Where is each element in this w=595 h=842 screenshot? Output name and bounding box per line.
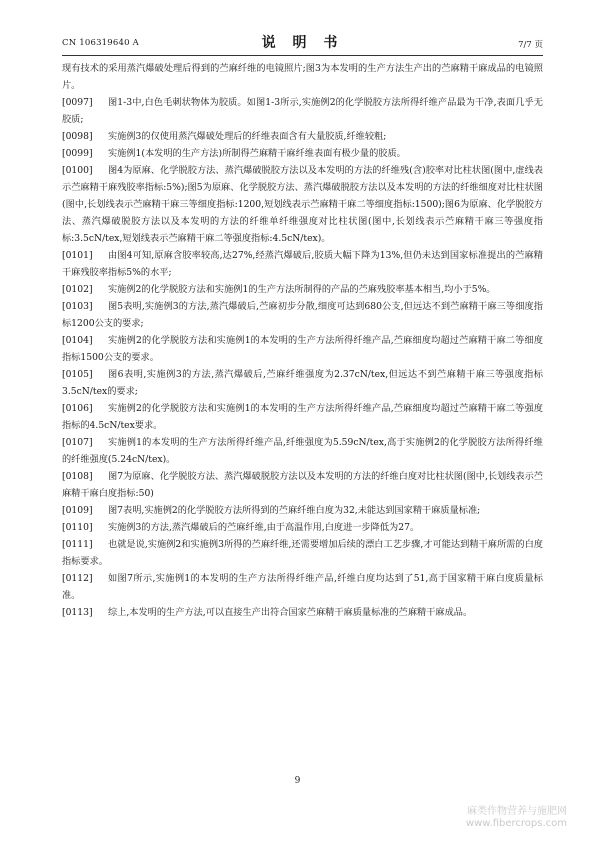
paragraph-0101 xyxy=(62,247,543,281)
document-title: 说 明 书 xyxy=(261,35,344,51)
paragraph-number: [0105] xyxy=(62,369,93,380)
paragraph-text: 实施例1的本发明的生产方法所得纤维产品,纤维强度为5.59cN/tex,高于实施例2的化学脱胶方法所得纤维的纤维强度(5.24cN/tex)。 xyxy=(62,437,543,465)
watermark xyxy=(466,806,567,830)
header-rule xyxy=(62,55,543,56)
paragraph-number: [0106] xyxy=(62,403,93,414)
paragraph-number: [0104] xyxy=(62,335,93,346)
paragraph-text: 图6表明,实施例3的方法,蒸汽爆破后,苎麻纤维强度为2.37cN/tex,但远达不到苎麻精干麻三等强度指标3.5cN/tex的要求; xyxy=(62,369,543,397)
paragraph-0110 xyxy=(62,519,543,536)
paragraph-text: 图4为原麻、化学脱胶方法、蒸汽爆破脱胶方法以及本发明的方法的纤维残(含)胶率对比柱状图(图中,虚线表示苎麻精干麻残胶率指标:5%);图5为原麻、化学脱胶方法、蒸汽爆破脱胶方法以及本发明的方法的纤维细度对比柱状图(图中,长划线表示苎麻精干麻三等细度指标:1200,短划线表示苎麻精干麻二等细度指标:1500);图6为原麻、化学脱胶方法、蒸汽爆破脱胶方法以及本发明的方法的纤维单纤维强度对比柱状图(图中,长划线表示苎麻精干麻三等强度指标:3.5cN/tex,短划线表示苎麻精干麻二等强度指标:4.5cN/tex)。 xyxy=(62,165,543,244)
paragraph-number: [0113] xyxy=(62,607,93,618)
paragraph-0105 xyxy=(62,366,543,400)
paragraph-number: [0099] xyxy=(62,148,93,159)
paragraph-number: [0111] xyxy=(62,539,93,550)
body-text xyxy=(62,60,543,621)
paragraph-text: 如图7所示,实施例1的本发明的生产方法所得纤维产品,纤维白度均达到了51,高于国家精干麻白度质量标准。 xyxy=(62,573,543,601)
paragraph-number: [0103] xyxy=(62,301,93,312)
paragraph-text: 实施例3的仅使用蒸汽爆破处理后的纤维表面含有大量胶质,纤维较粗; xyxy=(108,131,387,142)
paragraph-0103 xyxy=(62,298,543,332)
page-indicator: 7/7 页 xyxy=(518,40,543,50)
paragraph-text: 图5表明,实施例3的方法,蒸汽爆破后,苎麻初步分散,细度可达到680公支,但远达不到苎麻精干麻三等细度指标1200公支的要求; xyxy=(62,301,543,329)
publication-number: CN 106319640 A xyxy=(62,38,139,48)
paragraph-number: [0110] xyxy=(62,522,93,533)
paragraph-0098 xyxy=(62,128,543,145)
paragraph-0100 xyxy=(62,162,543,247)
paragraph-text: 综上,本发明的生产方法,可以直接生产出符合国家苎麻精干麻质量标准的苎麻精干麻成品。 xyxy=(108,607,473,618)
paragraph-0104 xyxy=(62,332,543,366)
paragraph-0097 xyxy=(62,94,543,128)
page-header xyxy=(62,30,543,52)
paragraph-0113 xyxy=(62,604,543,621)
paragraph-number: [0098] xyxy=(62,131,93,142)
paragraph-0111 xyxy=(62,536,543,570)
paragraph-text: 实施例3的方法,蒸汽爆破后的苎麻纤维,由于高温作用,白度进一步降低为27。 xyxy=(108,522,420,533)
paragraph-text: 实施例2的化学脱胶方法和实施例1的本发明的生产方法所得纤维产品,苎麻细度均超过苎麻精干麻二等强度指标的4.5cN/tex要求。 xyxy=(62,403,543,431)
watermark-url: www.fibercrops.com xyxy=(465,818,567,829)
paragraph-text: 实施例2的化学脱胶方法和实施例1的本发明的生产方法所得纤维产品,苎麻细度均超过苎麻精干麻二等细度指标1500公支的要求。 xyxy=(62,335,543,363)
paragraph-0107 xyxy=(62,434,543,468)
paragraph-number: [0108] xyxy=(62,471,93,482)
paragraph-0108 xyxy=(62,468,543,502)
paragraph-0112 xyxy=(62,570,543,604)
paragraph-number: [0102] xyxy=(62,284,93,295)
paragraph-text: 图7表明,实施例2的化学脱胶方法所得到的苎麻纤维白度为32,未能达到国家精干麻质量标准; xyxy=(108,505,481,516)
paragraph-continued xyxy=(62,60,543,94)
paragraph-text: 图1-3中,白色毛刺状物体为胶质。如图1-3所示,实施例2的化学脱胶方法所得纤维产品最为干净,表面几乎无胶质; xyxy=(62,97,543,125)
paragraph-text: 由图4可知,原麻含胶率较高,达27%,经蒸汽爆破后,胶质大幅下降为13%,但仍未达到国家标准提出的苎麻精干麻残胶率指标5%的水平; xyxy=(62,250,543,278)
paragraph-text: 现有技术的采用蒸汽爆破处理后得到的苎麻纤维的电镜照片;图3为本发明的生产方法生产出的苎麻精干麻成品的电镜照片。 xyxy=(62,63,543,91)
page-number: 9 xyxy=(294,776,301,786)
paragraph-text: 图7为原麻、化学脱胶方法、蒸汽爆破脱胶方法以及本发明的方法的纤维白度对比柱状图(图中,长划线表示苎麻精干麻白度指标:50) xyxy=(62,471,543,499)
paragraph-number: [0101] xyxy=(62,250,93,261)
paragraph-0109 xyxy=(62,502,543,519)
watermark-site-name: 麻类作物营养与施肥网 xyxy=(467,806,567,817)
paragraph-number: [0109] xyxy=(62,505,93,516)
paragraph-text: 实施例1(本发明的生产方法)所制得苎麻精干麻纤维表面有极少量的胶质。 xyxy=(108,148,406,159)
paragraph-0099 xyxy=(62,145,543,162)
paragraph-0106 xyxy=(62,400,543,434)
paragraph-text: 实施例2的化学脱胶方法和实施例1的生产方法所制得的产品的苎麻残胶率基本相当,均小于5%。 xyxy=(108,284,496,295)
paragraph-number: [0100] xyxy=(62,165,93,176)
paragraph-number: [0107] xyxy=(62,437,93,448)
paragraph-number: [0112] xyxy=(62,573,93,584)
paragraph-0102 xyxy=(62,281,543,298)
paragraph-number: [0097] xyxy=(62,97,93,108)
paragraph-text: 也就是说,实施例2和实施例3所得的苎麻纤维,还需要增加后续的漂白工艺步骤,才可能达到精干麻所需的白度指标要求。 xyxy=(62,539,543,567)
